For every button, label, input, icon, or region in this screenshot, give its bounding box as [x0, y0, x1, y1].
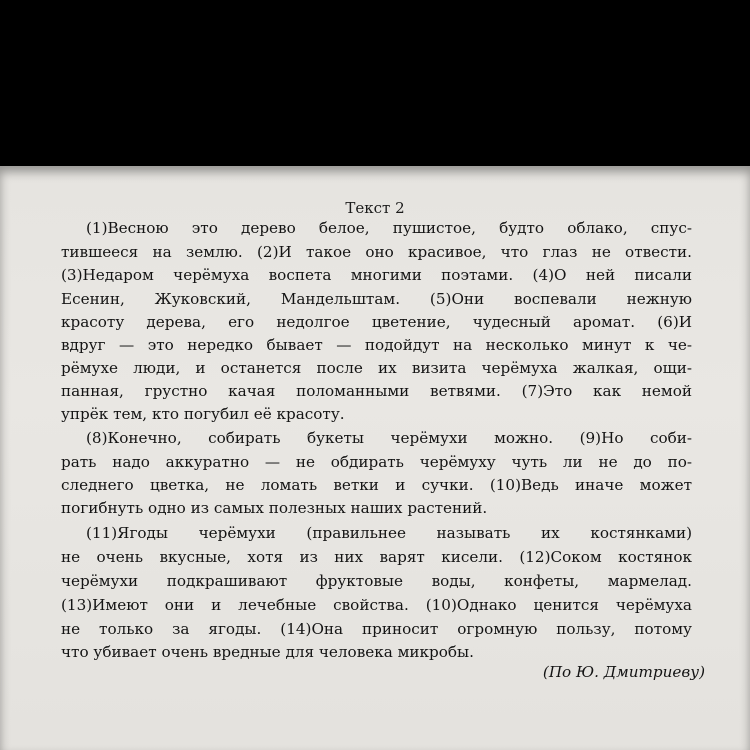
text-line-10: (8)Конечно, собирать букеты черёмухи можно. (9)Но соби- [86, 429, 692, 447]
text-line-6: вдруг — это нередко бывает — подойдут на несколько минут к че- [61, 336, 692, 354]
text-line-13: погибнуть одно из самых полезных наших растений. [61, 499, 488, 517]
text-title: Текст 2 [345, 199, 405, 217]
text-line-17: (13)Имеют они и лечебные свойства. (10)Однако ценится черёмуха [61, 596, 692, 614]
text-line-18: не только за ягоды. (14)Она приносит огромную пользу, потому [61, 620, 692, 638]
text-line-3: (3)Недаром черёмуха воспета многими поэтами. (4)О ней писали [61, 266, 692, 284]
text-line-16: черёмухи подкрашивают фруктовые воды, конфеты, мармелад. [61, 572, 692, 590]
text-attribution: (По Ю. Дмитриеву) [542, 663, 705, 681]
text-line-15: не очень вкусные, хотя из них варят кисели. (12)Соком костянок [61, 548, 692, 566]
text-line-14: (11)Ягоды черёмухи (правильнее называть их костянками) [86, 524, 692, 542]
text-line-7: рёмухе люди, и останется после их визита черёмуха жалкая, ощи- [61, 359, 692, 377]
text-line-11: рать надо аккуратно — не обдирать черёмуху чуть ли не до по- [61, 453, 692, 471]
text-line-12: следнего цветка, не ломать ветки и сучки. (10)Ведь иначе может [61, 476, 692, 494]
text-line-1: (1)Весною это дерево белое, пушистое, будто облако, спус- [86, 219, 692, 237]
text-line-19: что убивает очень вредные для человека микробы. [61, 643, 474, 661]
text-line-9: упрёк тем, кто погубил её красоту. [61, 405, 345, 423]
text-line-8: панная, грустно качая поломанными ветвями. (7)Это как немой [61, 382, 692, 400]
text-line-5: красоту дерева, его недолгое цветение, чудесный аромат. (6)И [61, 313, 692, 331]
text-line-4: Есенин, Жуковский, Мандельштам. (5)Они воспевали нежную [61, 290, 692, 308]
text-line-2: тившееся на землю. (2)И такое оно красивое, что глаз не отвести. [61, 243, 692, 261]
